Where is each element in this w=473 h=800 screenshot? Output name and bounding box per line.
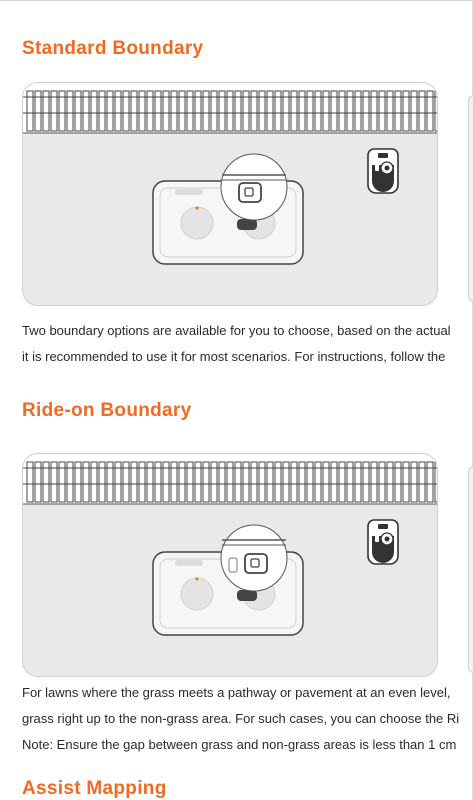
ride-on-boundary-icon	[23, 454, 437, 676]
ride-on-boundary-illustration	[22, 453, 438, 677]
paragraph-line: For lawns where the grass meets a pathway or pavement at an even level,	[22, 685, 451, 700]
section-title-standard-boundary: Standard Boundary	[22, 38, 204, 59]
paragraph-line: grass right up to the non-grass area. For such cases, you can choose the Ri	[22, 711, 460, 726]
next-illustration-peek[interactable]	[468, 95, 473, 302]
standard-boundary-illustration	[22, 82, 438, 306]
standard-boundary-icon	[23, 83, 437, 305]
paragraph-line: Two boundary options are available for you to choose, based on the actual	[22, 323, 451, 338]
mower-icon	[368, 520, 398, 564]
section-title-ride-on-boundary: Ride-on Boundary	[22, 400, 192, 421]
top-divider	[0, 0, 473, 1]
mower-icon	[368, 149, 398, 193]
next-illustration-peek[interactable]	[468, 466, 473, 673]
paragraph-line: it is recommended to use it for most scenarios. For instructions, follow the	[22, 349, 446, 364]
section-title-assist-mapping: Assist Mapping	[22, 778, 167, 799]
paragraph-line: Note: Ensure the gap between grass and non-grass areas is less than 1 cm	[22, 737, 457, 752]
